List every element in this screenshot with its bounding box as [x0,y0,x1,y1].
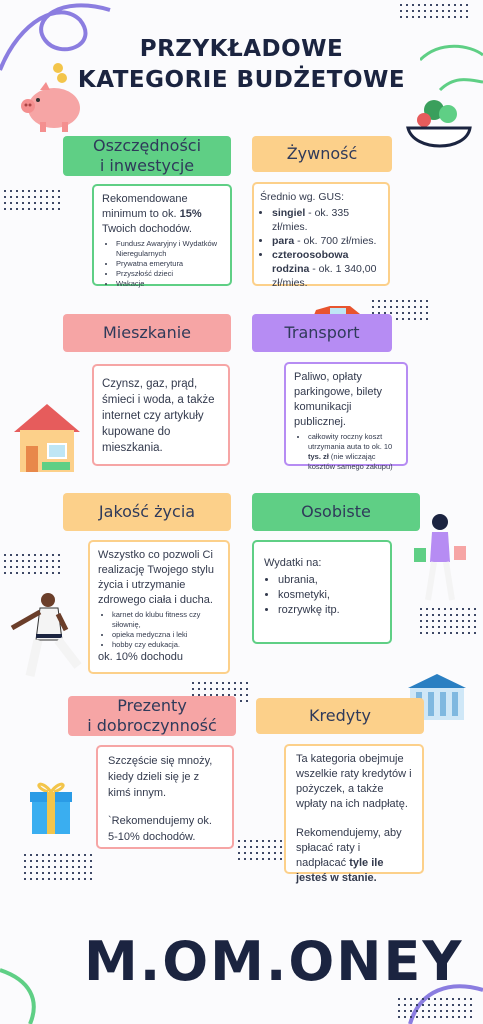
card-food [252,182,390,289]
card-personal [252,540,392,644]
header-transport: Transport [252,314,392,352]
list-item: • opieka medyczna i leki [112,630,220,640]
karate-person-icon [6,590,86,680]
gifts-footer: `Rekomendujemy ok. 5-10% dochodów. [108,815,212,843]
list-item: • Przyszłość dzieci [116,269,222,279]
dot-pattern [396,996,472,1020]
card-quality-of-life [88,540,230,674]
list-item: • całkowity roczny koszt utrzymania auta to ok. 10 tys. zł (nie wliczając kosztów samego zakupu) [308,432,398,472]
list-item: • czteroosobowa rodzina - ok. 1 340,00 zł/mies. [272,248,382,290]
list-item: • hobby czy edukacja. [112,640,220,650]
list-item: • singiel - ok. 335 zł/mies. [272,206,382,234]
quality-footer: ok. 10% dochodu [98,651,184,663]
list-item: • Fundusz Awaryjny i Wydatków Nieregularnych [116,239,222,259]
gift-box-icon [26,778,76,836]
shopping-woman-icon [412,512,468,602]
house-icon [12,400,82,474]
transport-text: Paliwo, opłaty parkingowe, bilety komunikacji publicznej. [294,371,383,428]
header-savings: Oszczędności i inwestycje [63,136,231,176]
header-quality-of-life: Jakość życia [63,493,231,531]
card-gifts [96,745,234,849]
list-item: • Prywatna emerytura [116,259,222,269]
loans-footer: Rekomendujemy, aby spłacać raty i nadpłacać tyle ile jesteś w stanie. [296,827,402,884]
dot-pattern [2,552,62,574]
card-loans [284,744,424,884]
food-intro: Średnio wg. GUS: [260,191,345,203]
dot-pattern [22,852,92,880]
card-savings [92,184,232,286]
salad-bowl-icon [404,94,474,164]
header-loans: Kredyty [256,698,424,734]
list-item: • Wakacje [116,279,222,289]
dot-pattern [236,838,286,860]
gifts-text: Szczęście się mnoży, kiedy dzieli się je z kimś innym. [108,755,213,799]
momoney-logo: M.OM.ONEY [84,930,464,993]
list-item: • kosmetyki, [278,588,380,603]
list-item: • ubrania, [278,573,380,588]
header-gifts: Prezenty i dobroczynność [68,696,236,736]
header-food: Żywność [252,136,392,172]
quality-text: Wszystko co pozwoli Ci realizację Twojego stylu życia i utrzymanie zdrowego ciała i ducha. [98,549,214,606]
loans-text: Ta kategoria obejmuje wszelkie raty kredytów i pożyczek, a także wpłaty na ich nadpłatę. [296,753,412,810]
header-housing: Mieszkanie [63,314,231,352]
housing-text: Czynsz, gaz, prąd, śmieci i woda, a także internet czy artykuły kupowane do mieszkania. [102,378,215,454]
list-item: • para - ok. 700 zł/mies. [272,234,382,248]
card-housing [92,364,230,466]
page-title: PRZYKŁADOWE KATEGORIE BUDŻETOWE [77,36,406,93]
list-item: • rozrywkę itp. [278,603,380,618]
dot-pattern [418,606,478,634]
list-item: • karnet do klubu fitness czy siłownię, [112,610,220,630]
header-personal: Osobiste [252,493,420,531]
savings-text: Rekomendowane minimum to ok. 15% Twoich dochodów. [102,193,202,235]
dot-pattern [2,188,60,210]
card-transport [284,362,408,471]
dot-pattern [398,2,470,22]
piggy-bank-icon [14,58,90,134]
decorative-swirl-bottom-left [0,960,60,1024]
personal-intro: Wydatki na: [264,557,322,569]
